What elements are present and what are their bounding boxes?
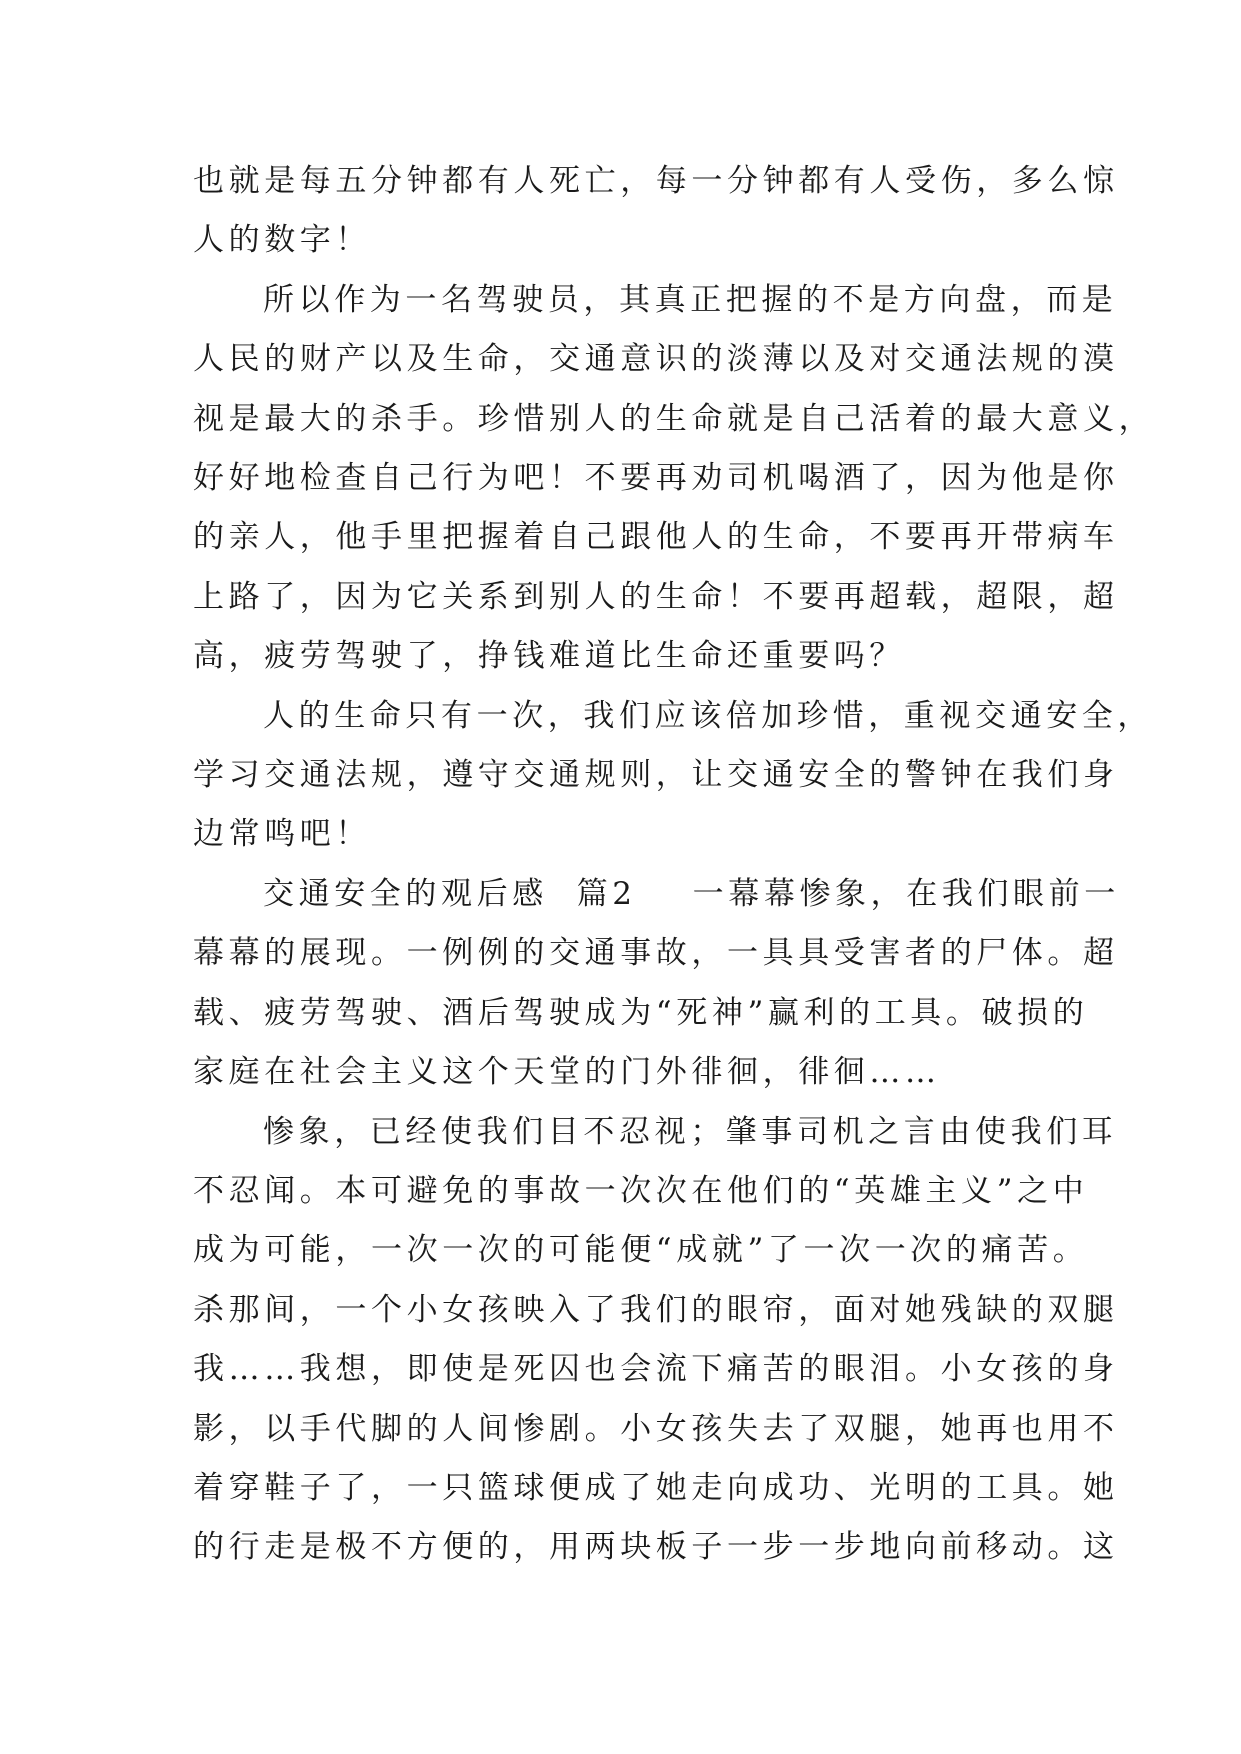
text-line: 也就是每五分钟都有人死亡，每一分钟都有人受伤，多么惊 [193, 163, 1119, 199]
text-line: 的行走是极不方便的，用两块板子一步一步地向前移动。这 [193, 1529, 1119, 1566]
paragraph-1 [193, 152, 1119, 271]
text-line: 边常鸣吧！ [193, 816, 371, 853]
text-line: 家庭在社会主义这个天堂的门外徘徊，徘徊…… [193, 1054, 941, 1091]
text-line: 所以作为一名驾驶员，其真正把握的不是方向盘，而是 [263, 281, 1118, 318]
paragraph-5 [193, 1103, 1119, 1578]
paragraph-3 [193, 687, 1153, 865]
paragraph-4 [193, 865, 1120, 1103]
text-line: 着穿鞋子了，一只篮球便成了她走向成功、光明的工具。她 [193, 1469, 1119, 1506]
text-line: 我……我想，即使是死囚也会流下痛苦的眼泪。小女孩的身 [193, 1351, 1119, 1388]
text-line: 好好地检查自己行为吧！不要再劝司机喝酒了，因为他是你 [193, 460, 1119, 497]
heading-tail-text: 一幕幕惨象，在我们眼前一 [692, 875, 1120, 912]
text-line: 惨象，已经使我们目不忍视；肇事司机之言由使我们耳 [263, 1113, 1118, 1150]
text-line: 幕幕的展现。一例例的交通事故，一具具受害者的尸体。超 [193, 935, 1119, 972]
text-line: 学习交通法规，遵守交通规则，让交通安全的警钟在我们身 [193, 757, 1119, 794]
text-line: 杀那间，一个小女孩映入了我们的眼帘，面对她残缺的双腿 [193, 1291, 1119, 1328]
text-line: 不忍闻。本可避免的事故一次次在他们的“英雄主义”之中 [193, 1172, 1089, 1209]
section-heading: 交通安全的观后感 篇2 [263, 875, 637, 912]
paragraph-2 [193, 271, 1155, 687]
text-line: 影，以手代脚的人间惨剧。小女孩失去了双腿，她再也用不 [193, 1410, 1119, 1447]
text-line: 上路了，因为它关系到别人的生命！不要再超载，超限，超 [193, 578, 1119, 615]
text-line: 人的数字！ [193, 222, 371, 259]
section-heading-line [193, 865, 1120, 924]
text-line: 载、疲劳驾驶、酒后驾驶成为“死神”赢利的工具。破损的 [193, 994, 1089, 1031]
document-page [193, 152, 1155, 1578]
text-line: 人的生命只有一次，我们应该倍加珍惜，重视交通安全， [263, 697, 1153, 734]
text-line: 的亲人，他手里把握着自己跟他人的生命，不要再开带病车 [193, 519, 1119, 556]
text-line: 成为可能，一次一次的可能便“成就”了一次一次的痛苦。 [193, 1232, 1089, 1269]
text-line: 视是最大的杀手。珍惜别人的生命就是自己活着的最大意义， [193, 400, 1155, 437]
text-line: 人民的财产以及生命，交通意识的淡薄以及对交通法规的漠 [193, 341, 1119, 378]
text-line: 高，疲劳驾驶了，挣钱难道比生命还重要吗？ [193, 638, 905, 675]
